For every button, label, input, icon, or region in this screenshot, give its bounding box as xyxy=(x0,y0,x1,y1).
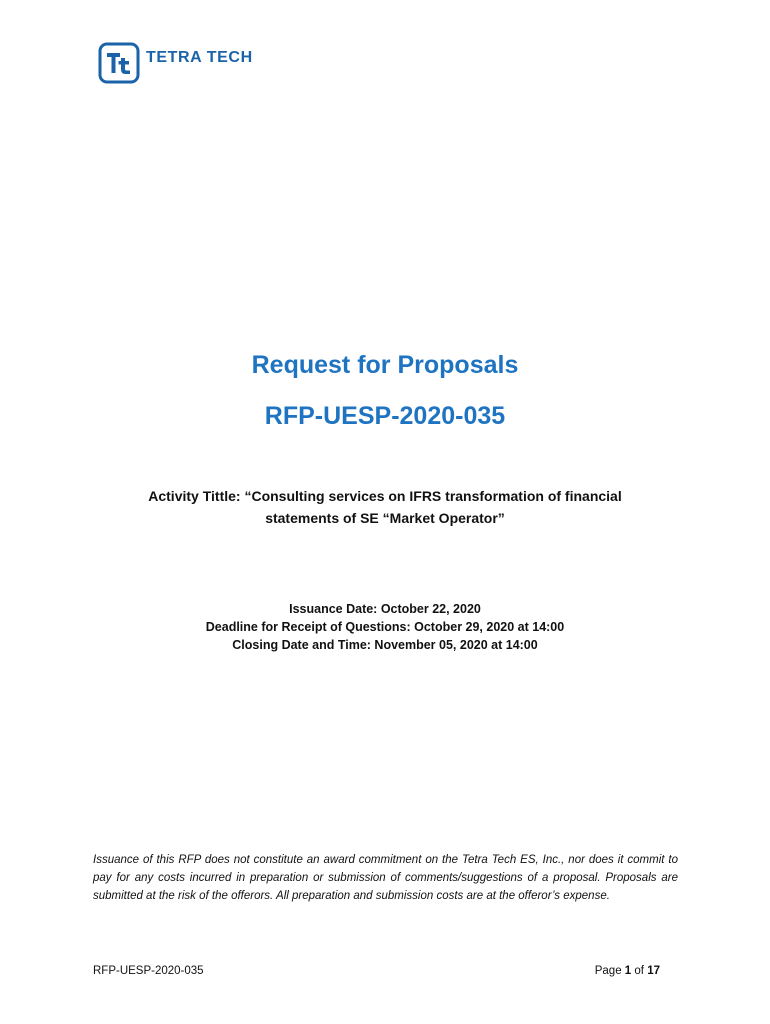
activity-title-line-1: Activity Tittle: “Consulting services on IFRS transformation of financial xyxy=(148,488,622,504)
activity-title xyxy=(100,485,670,529)
page-label: Page xyxy=(594,965,622,977)
company-logo xyxy=(98,42,253,84)
rfp-number: RFP-UESP-2020-035 xyxy=(264,402,506,430)
disclaimer-text: Issuance of this RFP does not constitute an award commitment on the Tetra Tech ES, Inc., nor does it commit to pay for any costs incurred in preparation or submission of comments/suggestions of a proposal. Proposals are submitted at the risk of the offerors. All preparation and submission costs are at the offeror’s expense. xyxy=(93,854,678,902)
activity-title-line-2: statements of SE “Market Operator” xyxy=(265,510,505,526)
document-title: Request for Proposals xyxy=(251,351,519,379)
page-footer xyxy=(93,965,660,977)
questions-deadline: Deadline for Receipt of Questions: October 29, 2020 at 14:00 xyxy=(205,620,565,634)
tetra-tech-logo-icon xyxy=(98,42,140,84)
key-dates xyxy=(0,600,770,654)
page-number xyxy=(595,965,660,977)
page-of: of xyxy=(634,965,644,977)
page-total: 17 xyxy=(647,965,660,977)
issuance-date: Issuance Date: October 22, 2020 xyxy=(289,602,481,616)
logo-text: TETRA TECH xyxy=(146,49,253,66)
closing-date: Closing Date and Time: November 05, 2020 at 14:00 xyxy=(232,638,538,652)
page-current: 1 xyxy=(624,965,632,977)
footer-doc-id: RFP-UESP-2020-035 xyxy=(93,965,204,977)
